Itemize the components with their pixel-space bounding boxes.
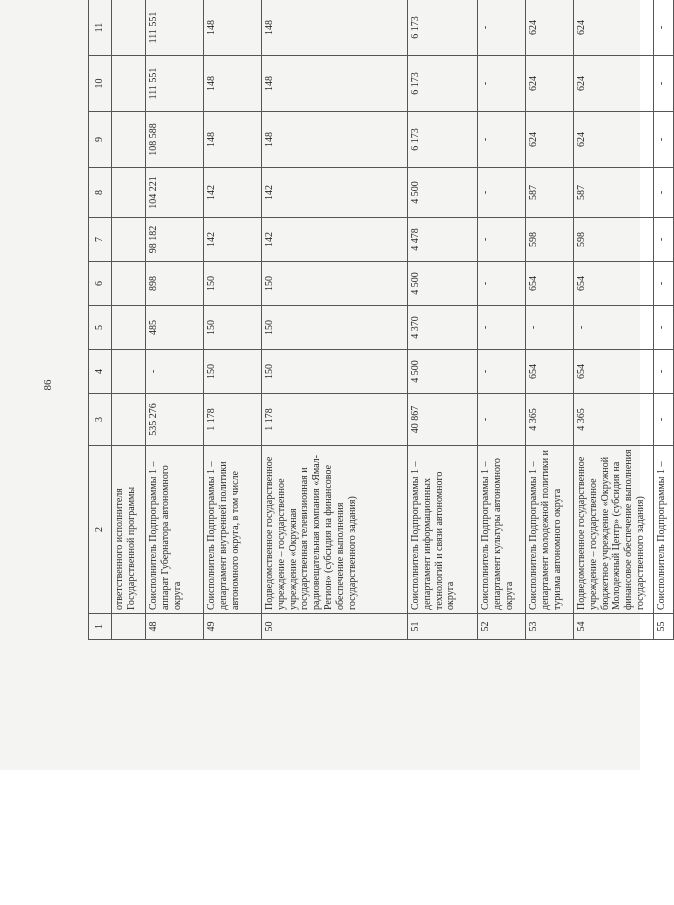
value-cell: 150: [262, 262, 408, 306]
column-header: 5: [89, 306, 112, 350]
table-row: [574, 0, 654, 640]
row-name: Подведомственное государственное учреждение – государственное бюджетное учреждение «Окружной Молодежный Центр» (субсидия на финансовое обеспечение выполнения государственного задания): [574, 446, 654, 614]
column-header: 11: [89, 0, 112, 56]
value-cell: [112, 0, 146, 56]
value-cell: 148: [204, 0, 262, 56]
value-cell: 111 551: [146, 56, 204, 112]
table-header-row: [89, 0, 112, 640]
value-cell: 142: [262, 168, 408, 218]
column-header: 4: [89, 350, 112, 394]
row-name: ответственного исполнителя Государственной программы: [112, 446, 146, 614]
value-cell: -: [654, 306, 674, 350]
value-cell: 148: [204, 112, 262, 168]
table-body: [89, 0, 674, 640]
value-cell: 148: [262, 0, 408, 56]
value-cell: -: [478, 168, 526, 218]
value-cell: -: [654, 218, 674, 262]
value-cell: 104 221: [146, 168, 204, 218]
value-cell: -: [574, 306, 654, 350]
value-cell: 4 500: [408, 350, 478, 394]
row-number: 53: [526, 614, 574, 640]
value-cell: -: [654, 168, 674, 218]
value-cell: -: [526, 306, 574, 350]
value-cell: 148: [262, 112, 408, 168]
value-cell: 4 500: [408, 168, 478, 218]
page-number: 86: [42, 379, 54, 391]
value-cell: 4 500: [408, 262, 478, 306]
row-name: Соисполнитель Подпрограммы 1 – департамент культуры автономного округа: [478, 446, 526, 614]
table-row: [654, 0, 674, 640]
value-cell: [112, 306, 146, 350]
value-cell: 111 551: [146, 0, 204, 56]
value-cell: 654: [526, 262, 574, 306]
value-cell: 624: [526, 112, 574, 168]
table-row: [526, 0, 574, 640]
row-name: Соисполнитель Подпрограммы 1 – департамент внутренней политики автономного округа, в том числе: [204, 446, 262, 614]
column-header: 1: [89, 614, 112, 640]
budget-table: [88, 0, 674, 640]
value-cell: -: [654, 0, 674, 56]
row-number: 54: [574, 614, 654, 640]
value-cell: -: [478, 56, 526, 112]
row-number: 50: [262, 614, 408, 640]
value-cell: [112, 112, 146, 168]
value-cell: 150: [262, 306, 408, 350]
value-cell: 1 178: [204, 394, 262, 446]
value-cell: 150: [204, 350, 262, 394]
value-cell: [112, 262, 146, 306]
value-cell: 624: [574, 112, 654, 168]
value-cell: 6 173: [408, 112, 478, 168]
value-cell: 4 365: [526, 394, 574, 446]
value-cell: 98 182: [146, 218, 204, 262]
value-cell: 587: [526, 168, 574, 218]
column-header: 2: [89, 446, 112, 614]
value-cell: 6 173: [408, 56, 478, 112]
row-number: [112, 614, 146, 640]
value-cell: 654: [574, 350, 654, 394]
row-name: Подведомственное государственное учреждение – государственное учреждение «Окружная государственная телевизионная и радиовещательная компания «Ямал-Регион» (субсидия на финансовое обеспечение выполнения государственного задания): [262, 446, 408, 614]
column-header: 6: [89, 262, 112, 306]
value-cell: -: [478, 394, 526, 446]
column-header: 9: [89, 112, 112, 168]
value-cell: 624: [526, 56, 574, 112]
table-row: [112, 0, 146, 640]
value-cell: -: [654, 394, 674, 446]
value-cell: 148: [262, 56, 408, 112]
value-cell: 587: [574, 168, 654, 218]
value-cell: 1 178: [262, 394, 408, 446]
row-number: 49: [204, 614, 262, 640]
value-cell: 148: [204, 56, 262, 112]
rotated-table-container: [88, 0, 667, 640]
row-number: 51: [408, 614, 478, 640]
column-header: 10: [89, 56, 112, 112]
row-number: 55: [654, 614, 674, 640]
value-cell: 624: [574, 0, 654, 56]
value-cell: 485: [146, 306, 204, 350]
row-name: Соисполнитель Подпрограммы 1 –: [654, 446, 674, 614]
value-cell: -: [478, 112, 526, 168]
value-cell: 598: [526, 218, 574, 262]
value-cell: 624: [574, 56, 654, 112]
table-row: [262, 0, 408, 640]
value-cell: -: [478, 306, 526, 350]
value-cell: 150: [204, 306, 262, 350]
value-cell: -: [654, 112, 674, 168]
value-cell: -: [654, 350, 674, 394]
value-cell: -: [478, 262, 526, 306]
value-cell: 535 276: [146, 394, 204, 446]
value-cell: -: [478, 218, 526, 262]
value-cell: -: [478, 0, 526, 56]
value-cell: 4 370: [408, 306, 478, 350]
value-cell: 654: [574, 262, 654, 306]
value-cell: 598: [574, 218, 654, 262]
value-cell: [112, 218, 146, 262]
value-cell: 4 365: [574, 394, 654, 446]
table-row: [478, 0, 526, 640]
column-header: 7: [89, 218, 112, 262]
value-cell: 6 173: [408, 0, 478, 56]
row-name: Соисполнитель Подпрограммы 1 – департамент молодежной политики и туризма автономного округа: [526, 446, 574, 614]
table-row: [408, 0, 478, 640]
value-cell: 654: [526, 350, 574, 394]
value-cell: 142: [204, 218, 262, 262]
value-cell: [112, 56, 146, 112]
row-name: Соисполнитель Подпрограммы 1 – аппарат Губернатора автономного округа: [146, 446, 204, 614]
value-cell: 108 588: [146, 112, 204, 168]
table-row: [146, 0, 204, 640]
value-cell: 40 867: [408, 394, 478, 446]
value-cell: [112, 350, 146, 394]
value-cell: [112, 168, 146, 218]
value-cell: 142: [262, 218, 408, 262]
value-cell: 4 478: [408, 218, 478, 262]
row-name: Соисполнитель Подпрограммы 1 – департамент информационных технологий и связи автономного округа: [408, 446, 478, 614]
value-cell: -: [146, 350, 204, 394]
column-header: 3: [89, 394, 112, 446]
value-cell: -: [654, 56, 674, 112]
value-cell: 150: [262, 350, 408, 394]
row-number: 48: [146, 614, 204, 640]
column-header: 8: [89, 168, 112, 218]
value-cell: 142: [204, 168, 262, 218]
value-cell: [112, 394, 146, 446]
value-cell: -: [478, 350, 526, 394]
value-cell: 624: [526, 0, 574, 56]
value-cell: 898: [146, 262, 204, 306]
row-number: 52: [478, 614, 526, 640]
value-cell: -: [654, 262, 674, 306]
table-row: [204, 0, 262, 640]
value-cell: 150: [204, 262, 262, 306]
